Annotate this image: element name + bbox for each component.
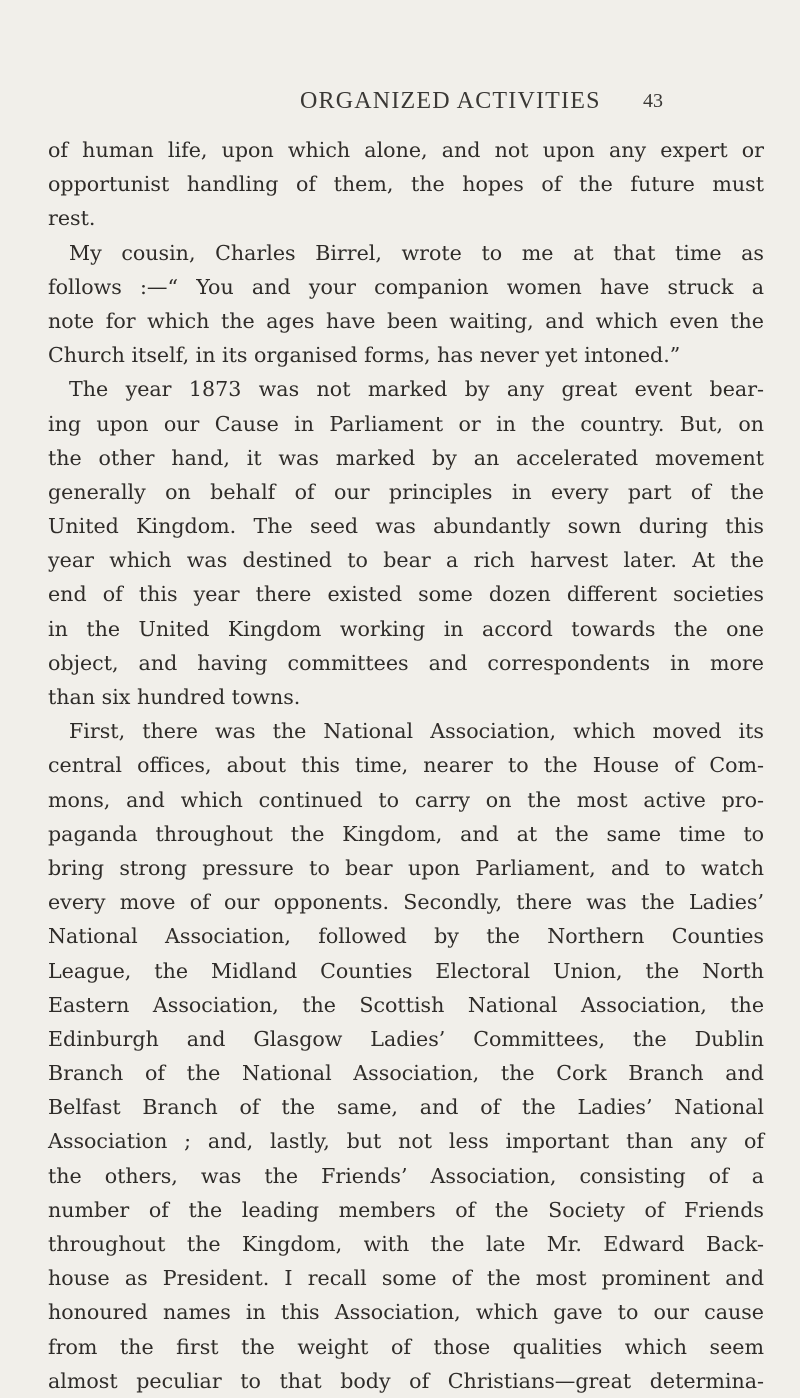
text-line: Edinburgh and Glasgow Ladies’ Committees, the Dublin — [48, 1026, 764, 1051]
text-line: in the United Kingdom working in accord towards the one — [48, 616, 764, 641]
text-line: house as President. I recall some of the most prominent and — [48, 1266, 764, 1291]
text-line: almost peculiar to that body of Christians—great determina- — [48, 1368, 764, 1393]
text-line: League, the Midland Counties Electoral Union, the North — [48, 958, 764, 983]
text-line: National Association, followed by the Northern Counties — [48, 924, 764, 949]
text-line: bring strong pressure to bear upon Parliament, and to watch — [48, 855, 764, 880]
text-line: the others, was the Friends’ Association, consisting of a — [48, 1163, 764, 1188]
text-line: paganda throughout the Kingdom, and at the same time to — [48, 821, 764, 846]
text-line: generally on behalf of our principles in every part of the — [48, 479, 764, 504]
text-line: end of this year there existed some dozen different societies — [48, 582, 764, 607]
text-line: First, there was the National Association, which moved its — [69, 719, 764, 744]
text-line: United Kingdom. The seed was abundantly sown during this — [48, 514, 764, 539]
text-line: Association ; and, lastly, but not less important than any of — [48, 1129, 764, 1154]
text-line: opportunist handling of them, the hopes of the future must — [48, 172, 764, 197]
text-line: than six hundred towns. — [48, 685, 301, 709]
text-line: every move of our opponents. Secondly, there was the Ladies’ — [48, 890, 764, 915]
text-line: throughout the Kingdom, with the late Mr. Edward Back- — [48, 1232, 764, 1256]
text-line: number of the leading members of the Society of Friends — [48, 1197, 764, 1222]
text-line: ing upon our Cause in Parliament or in the country. But, on — [48, 411, 764, 436]
text-line: The year 1873 was not marked by any great event bear- — [69, 377, 764, 402]
text-line: Branch of the National Association, the Cork Branch and — [48, 1061, 764, 1086]
running-head — [0, 88, 800, 120]
text-line: object, and having committees and correspondents in more — [48, 650, 764, 675]
text-line: rest. — [48, 206, 96, 231]
text-line: central offices, about this time, nearer to the House of Com- — [48, 753, 764, 778]
body-text — [48, 133, 764, 1398]
text-line: of human life, upon which alone, and not upon any expert or — [48, 138, 764, 162]
text-line: the other hand, it was marked by an accelerated movement — [48, 445, 764, 470]
page-number: 43 — [643, 90, 663, 112]
running-title: ORGANIZED ACTIVITIES — [300, 88, 601, 114]
text-line: honoured names in this Association, which gave to our cause — [48, 1300, 764, 1325]
text-line: Church itself, in its organised forms, has never yet intoned.” — [48, 343, 681, 368]
text-line: from the first the weight of those qualities which seem — [48, 1334, 764, 1359]
text-line: My cousin, Charles Birrel, wrote to me at that time as — [69, 240, 764, 265]
text-line: mons, and which continued to carry on the most active pro- — [48, 787, 764, 812]
text-line: year which was destined to bear a rich harvest later. At the — [48, 548, 764, 573]
text-line: Eastern Association, the Scottish National Association, the — [48, 992, 764, 1017]
text-line: note for which the ages have been waiting, and which even the — [48, 308, 764, 333]
text-line: Belfast Branch of the same, and of the Ladies’ National — [48, 1095, 764, 1120]
text-line: follows :—“ You and your companion women have struck a — [48, 274, 764, 299]
